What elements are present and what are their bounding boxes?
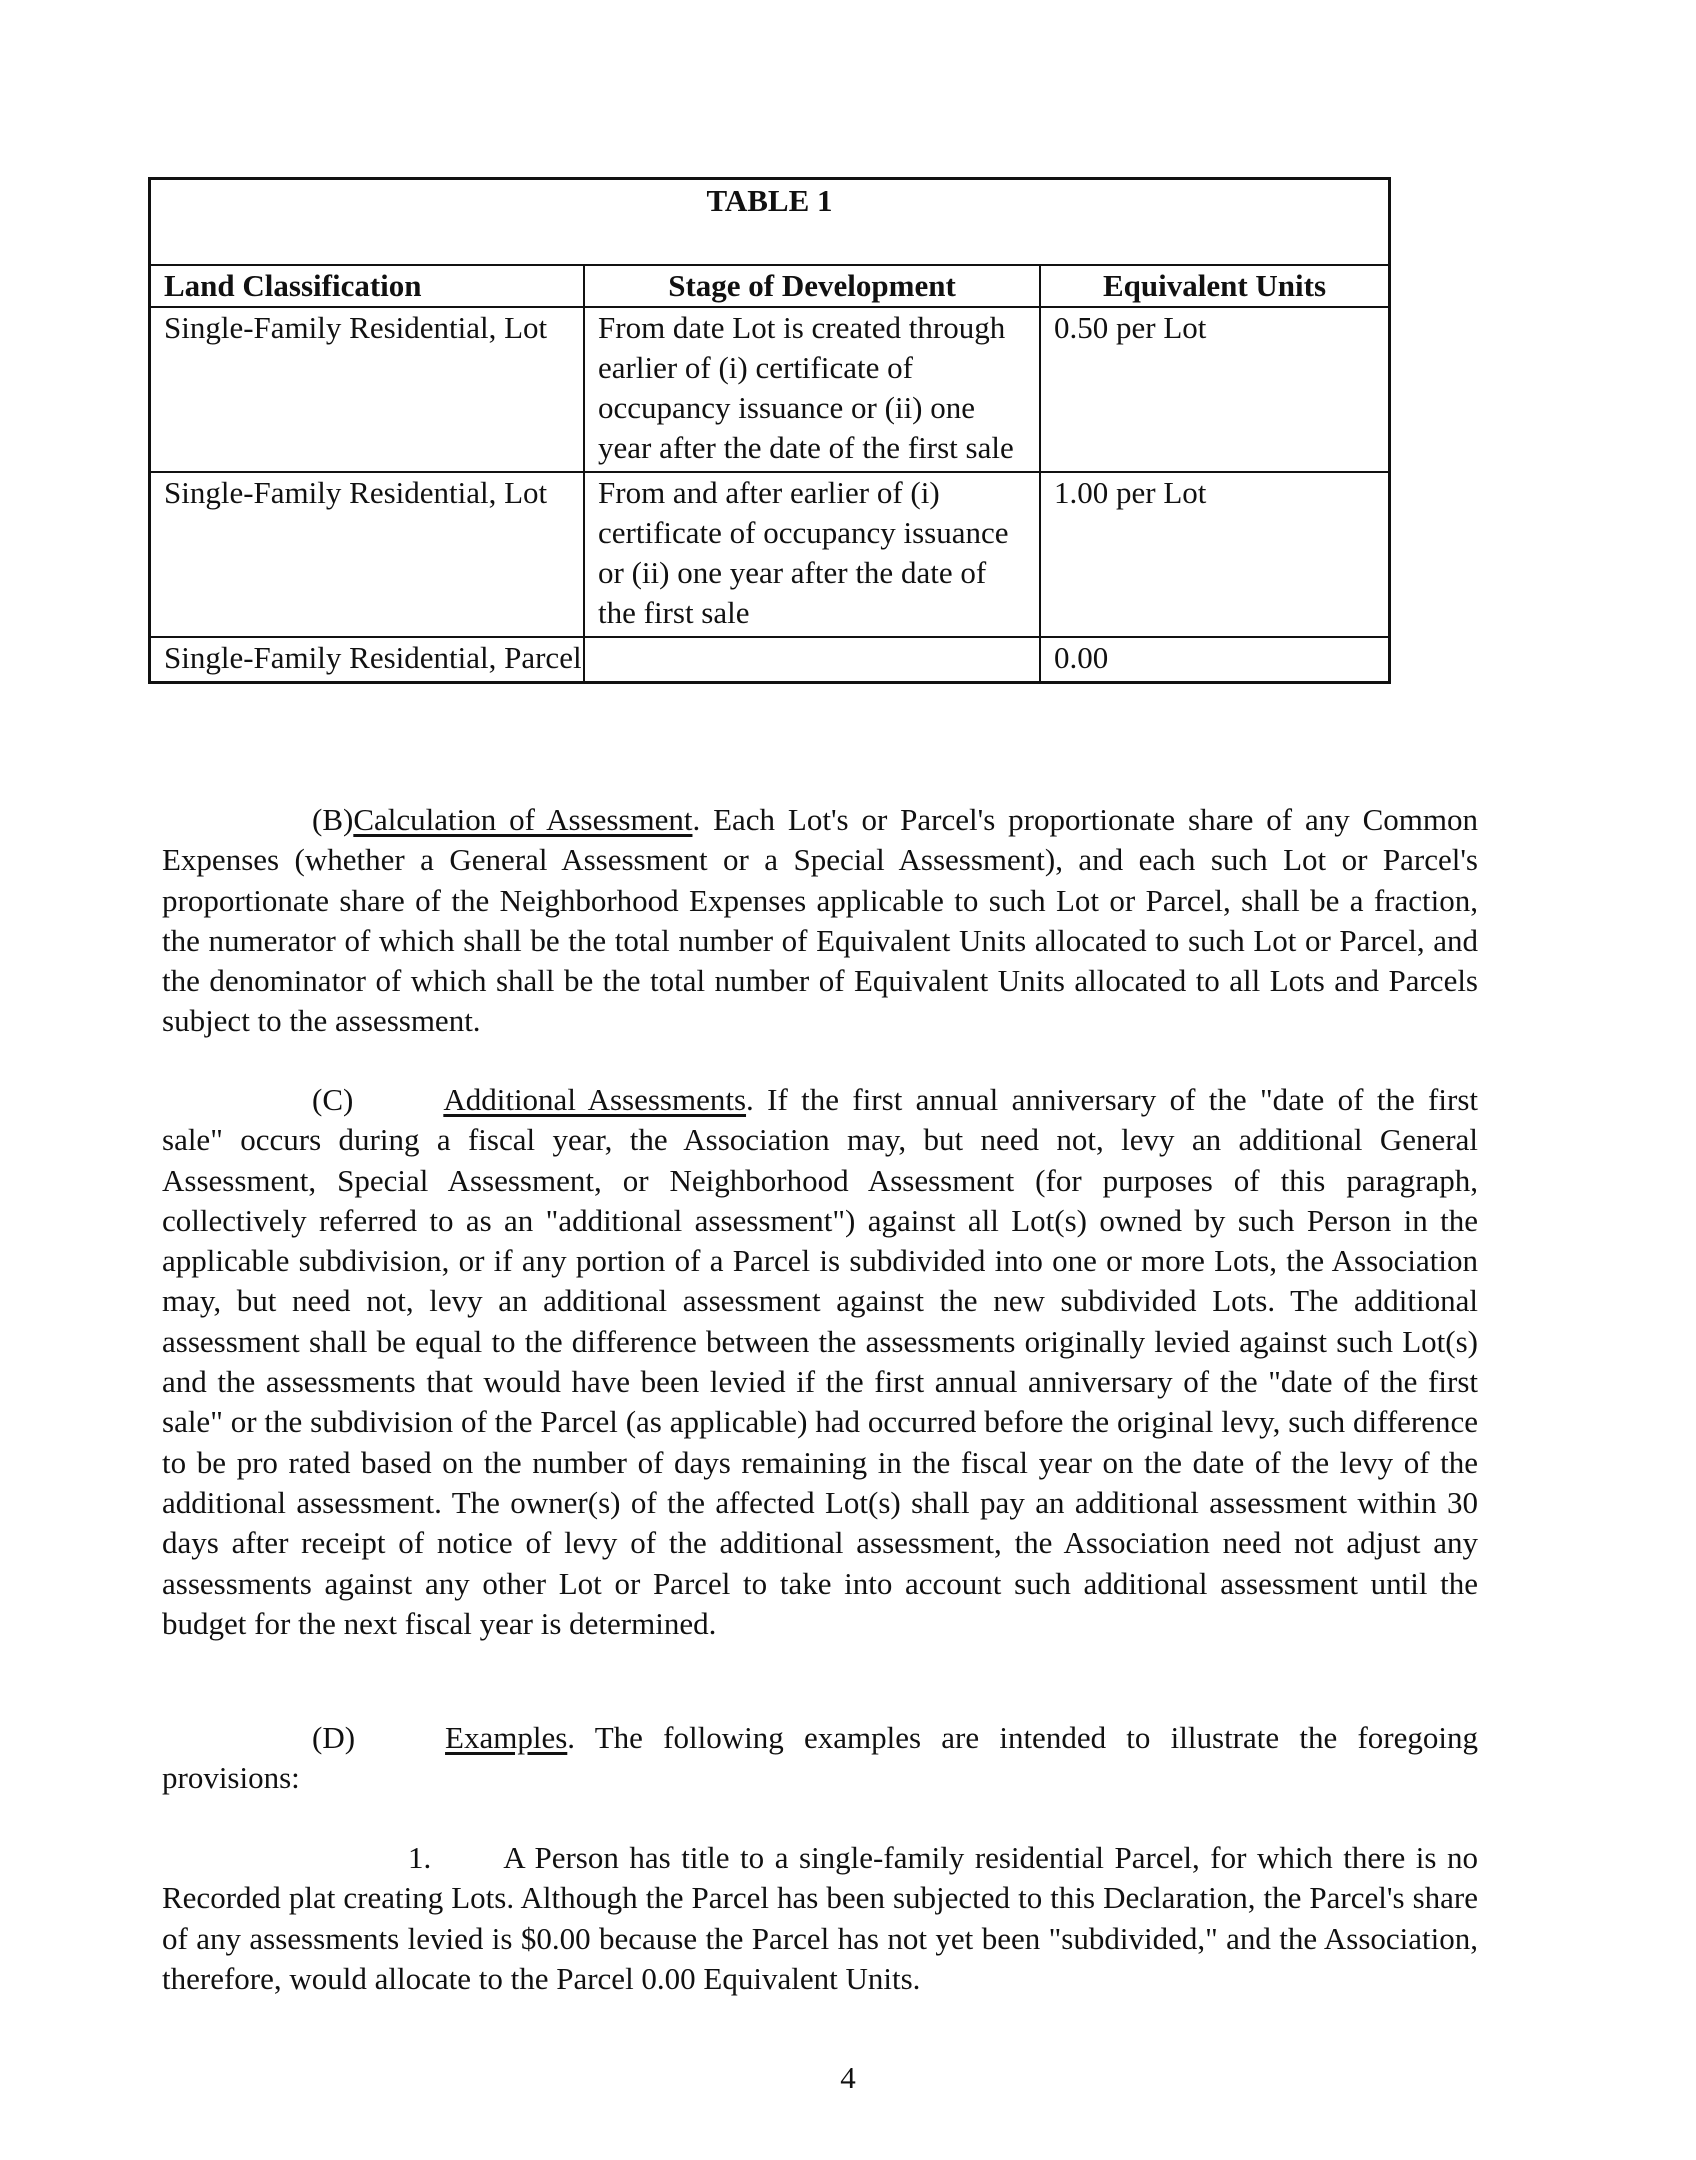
cell-units: 1.00 per Lot (1040, 472, 1388, 637)
paragraph-b (162, 800, 1478, 1042)
paragraph-b-heading: Calculation of Assessment (353, 802, 693, 837)
table-row (151, 637, 1388, 681)
paragraph-b-label: (B) (312, 802, 354, 837)
paragraph-c (162, 1080, 1478, 1644)
page-number: 4 (840, 2060, 856, 2095)
cell-units: 0.50 per Lot (1040, 307, 1388, 472)
cell-units: 0.00 (1040, 637, 1388, 681)
header-stage-of-development: Stage of Development (584, 266, 1040, 307)
table-grid (151, 266, 1388, 681)
example-1-paragraph (162, 1838, 1478, 1999)
cell-classification: Single-Family Residential, Lot (151, 307, 584, 472)
cell-classification: Single-Family Residential, Parcel (151, 637, 584, 681)
table-row (151, 307, 1388, 472)
cell-stage: From date Lot is created through earlier of (i) certificate of occupancy issuance or (ii) one year after the date of the first sale (584, 307, 1040, 472)
paragraph-c-body: . If the first annual anniversary of the "date of the first sale" occurs during a fiscal year, the Association may, but need not, levy an additional General Assessment, Special Assessment, or Neighborhood Assessment (for purposes of this paragraph, collectively referred to as an "additional assessment") against all Lot(s) owned by such Person in the applicable subdivision, or if any portion of a Parcel is subdivided into one or more Lots, the Association may, but need not, levy an additional assessment against the new subdivided Lots. The additional assessment shall be equal to the difference between the assessments originally levied against such Lot(s) and the assessments that would have been levied if the first annual anniversary of the "date of the first sale" or the subdivision of the Parcel (as applicable) had occurred before the original levy, such difference to be pro rated based on the number of days remaining in the fiscal year on the date of the levy of the additional assessment. The owner(s) of the affected Lot(s) shall pay an additional assessment within 30 days after receipt of notice of levy of the additional assessment, the Association need not adjust any assessments against any other Lot or Parcel to take into account such additional assessment until the budget for the next fiscal year is determined. (162, 1082, 1478, 1641)
header-equivalent-units: Equivalent Units (1040, 266, 1388, 307)
table-header-row (151, 266, 1388, 307)
example-1-body: A Person has title to a single-family residential Parcel, for which there is no Recorded plat creating Lots. Although the Parcel has been subjected to this Declaration, the Parcel's share of any assessments levied is $0.00 because the Parcel has not yet been "subdivided," and the Association, therefore, would allocate to the Parcel 0.00 Equivalent Units. (162, 1840, 1478, 1996)
paragraph-d-label: (D) (312, 1720, 356, 1755)
cell-classification: Single-Family Residential, Lot (151, 472, 584, 637)
paragraph-c-heading: Additional Assessments (443, 1082, 747, 1117)
paragraph-d (162, 1718, 1478, 1799)
equivalent-units-table (148, 177, 1391, 684)
cell-stage (584, 637, 1040, 681)
example-1-label: 1. (408, 1840, 432, 1875)
cell-stage: From and after earlier of (i) certificate of occupancy issuance or (ii) one year after the date of the first sale (584, 472, 1040, 637)
paragraph-d-body: . The following examples are intended to illustrate the foregoing provisions: (162, 1720, 1478, 1796)
paragraph-d-heading: Examples (445, 1720, 568, 1755)
paragraph-b-body: . Each Lot's or Parcel's proportionate share of any Common Expenses (whether a General Assessment or a Special Assessment), and each such Lot or Parcel's proportionate share of the Neighborhood Expenses applicable to such Lot or Parcel, shall be a fraction, the numerator of which shall be the total number of Equivalent Units allocated to such Lot or Parcel, and the denominator of which shall be the total number of Equivalent Units allocated to all Lots and Parcels subject to the assessment. (162, 802, 1478, 1039)
header-land-classification: Land Classification (151, 266, 584, 307)
paragraph-c-label: (C) (312, 1082, 354, 1117)
table-row (151, 472, 1388, 637)
table-title: TABLE 1 (151, 180, 1388, 266)
